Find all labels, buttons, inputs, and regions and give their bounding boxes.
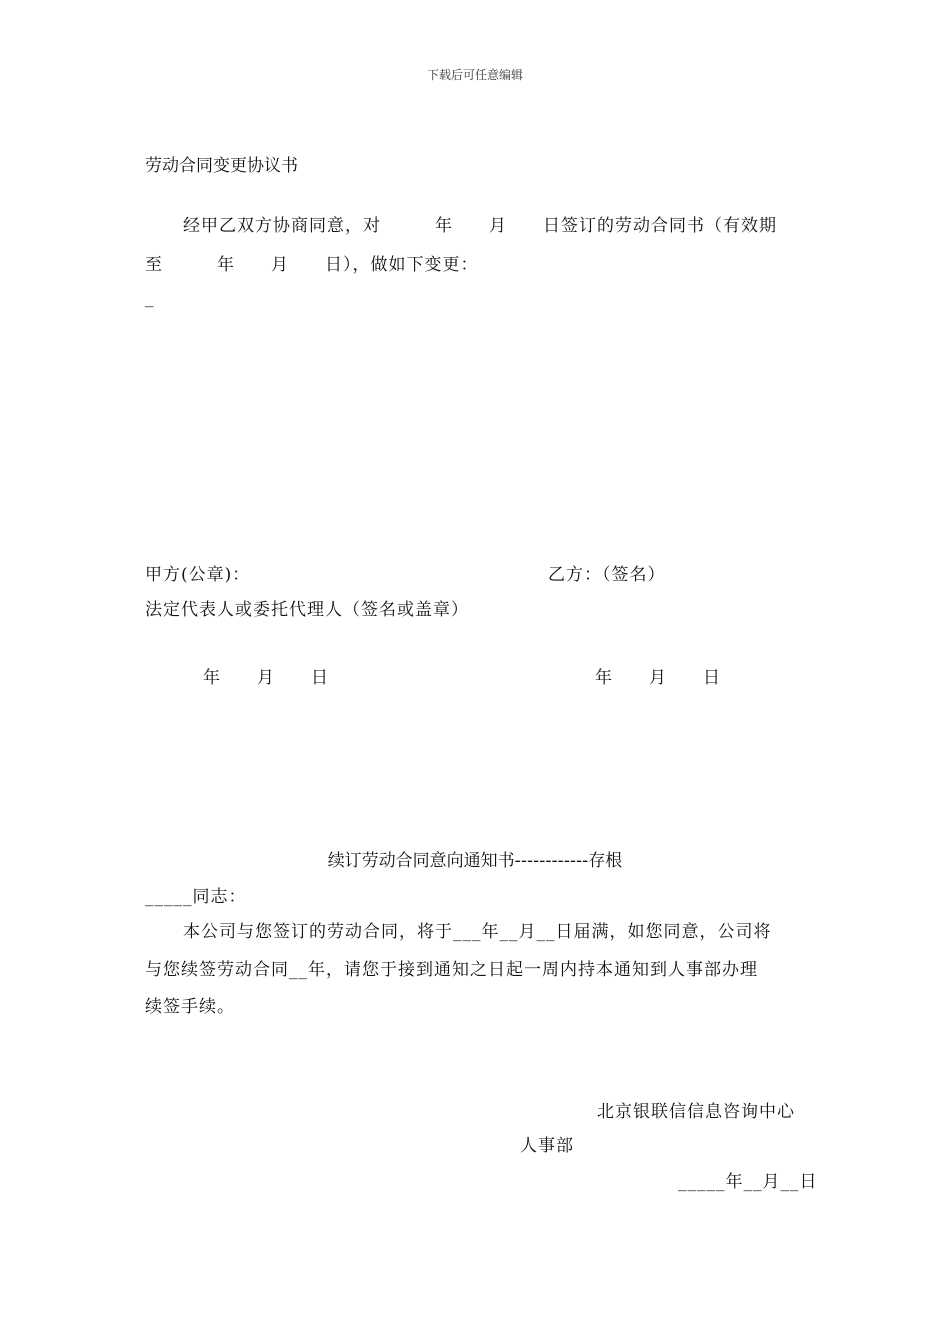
- page-header: 下载后可任意编辑: [426, 68, 523, 82]
- agreement-line-2: 至 年 月 日），做如下变更：: [145, 255, 479, 275]
- notice-date: _____年__月__日: [678, 1172, 818, 1192]
- notice-body-line-2: 与您续签劳动合同__年，请您于接到通知之日起一周内持本通知到人事部办理: [145, 960, 758, 980]
- blank-marker: _: [145, 288, 155, 308]
- agreement-title: 劳动合同变更协议书: [145, 156, 298, 176]
- notice-body-line-3: 续签手续。: [145, 997, 235, 1017]
- notice-body-line-1: 本公司与您签订的劳动合同，将于___年__月__日届满，如您同意，公司将: [183, 922, 772, 942]
- agreement-line-1: 经甲乙双方协商同意，对 年 月 日签订的劳动合同书（有效期: [183, 216, 777, 236]
- party-b-date: 年 月 日: [595, 668, 721, 688]
- party-a-date: 年 月 日: [203, 668, 329, 688]
- party-a-label: 甲方(公章)：: [145, 565, 251, 585]
- notice-title: 续订劳动合同意向通知书------------存根: [327, 851, 623, 871]
- organization-name: 北京银联信信息咨询中心: [597, 1102, 795, 1122]
- representative-label: 法定代表人或委托代理人（签名或盖章）: [145, 600, 469, 620]
- notice-salutation: _____同志：: [145, 887, 247, 907]
- department-name: 人事部: [520, 1136, 574, 1156]
- party-b-label: 乙方：（签名）: [548, 565, 666, 585]
